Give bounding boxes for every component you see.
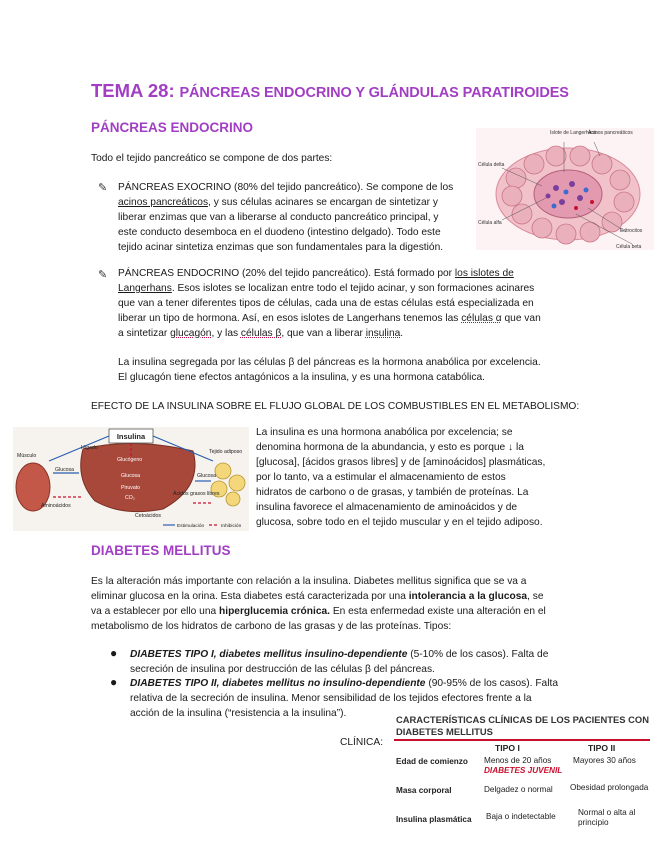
exocrino-line: acinos pancreáticos, y sus células acinares se encargan de sintetizar y [118,197,438,208]
glucagon-term: glucagón [170,328,212,339]
endocrino-p2-line: La insulina segregada por las células β del páncreas es la hormona anabólica por excelencia. [118,357,541,368]
fig-label-piruvato: Piruvato [121,485,141,491]
alfa-cells: células α [461,313,502,324]
exocrino-line: liberar enzimas que van a liberarse al conducto pancreático principal, y [118,212,439,223]
endocrino-paragraph [118,266,578,385]
table-title [396,714,649,738]
row-insulina-label: Insulina plasmática [396,815,472,824]
efecto-line: La insulina es una hormona anabólica por excelencia; se [256,427,513,438]
section-heading-diabetes: DIABETES MELLITUS [91,543,231,558]
fig-label-alfa: Célula alfa [478,220,502,226]
col-tipo2: TIPO II [588,743,616,753]
fig-insulina-title: Insulina [116,432,146,441]
page-title [91,80,569,102]
row-masa-b: Obesidad prolongada [570,783,649,792]
endocrino-p2-line: El glucagón tiene efectos antagónicos a la insulina, y es una hormona catabólica. [118,372,485,383]
pancreas-islet-figure [476,128,654,250]
fig-label-acinos: Ácinos pancreáticos [588,130,633,136]
row-masa-label: Masa corporal [396,786,452,795]
insulina-term: insulina [365,328,401,339]
fig-legend-estimulacion: Estimulación [177,524,205,529]
fig-label-delta: Célula delta [478,162,505,168]
row-edad-a: Menos de 20 años [484,756,552,765]
row-edad-juvenil: DIABETES JUVENIL [484,766,563,775]
diabetes-line: metabolismo de los hidratos de carbono de las grasas y de las proteínas. Tipos: [91,621,452,632]
row-insulina-b: Normal o alta al [578,808,636,817]
efecto-line: denomina hormona de la abundancia, y esto es porque ↓ la [256,442,524,453]
efecto-line: por lo tanto, va a estimular el almacenamiento de estos [256,472,506,483]
tipo1-item: DIABETES TIPO I, diabetes mellitus insulino-dependiente (5-10% de los casos). Falta de secreción de insulina por destrucción de las células β del páncreas. [130,649,549,675]
exocrino-line: PÁNCREAS EXOCRINO (80% del tejido pancreático). Se compone de los [118,182,454,193]
endocrino-line: que van a tener diferentes tipos de células, cada una de estas células está especializada en [118,298,534,309]
efecto-heading: EFECTO DE LA INSULINA SOBRE EL FLUJO GLOBAL DE LOS COMBUSTIBLES EN EL METABOLISMO: [91,401,580,412]
fig-label-beta: Célula beta [616,244,642,250]
endocrino-line: Langerhans. Esos islotes se localizan entre todo el tejido acinar, y son formaciones acinares [118,283,535,294]
langerhans-link: Langerhans [118,283,172,294]
fig-legend-inhibicion: Inhibición [221,524,242,529]
intro-text: Todo el tejido pancreático se compone de dos partes: [91,153,333,164]
exocrino-line: este conducto desemboca en el duodeno (intestino delgado). Todo este [118,227,441,238]
clinica-label: CLÍNICA: [340,737,384,748]
fig-label-glucosa-3: Glucosa [197,473,217,479]
fig-label-acidos: Ácidos grasos libres [173,491,220,497]
diabetes-line: eliminar glucosa en la orina. Esta diabetes está caracterizada por una intolerancia a la glucosa, se [91,591,544,602]
bullet-icon: ✎ [98,182,108,194]
exocrino-paragraph [118,180,468,255]
fig-label-higado: Hígado [81,445,98,451]
islotes-link: los islotes de [454,268,514,279]
diabetes-line: Es la alteración más importante con relación a la insulina. Diabetes mellitus significa que se va a [91,576,527,587]
endocrino-line: PÁNCREAS ENDOCRINO (20% del tejido pancreático). Está formado por los islotes de [118,268,514,279]
efecto-line: hidratos de carbono o de grasas, y también de proteínas. La [256,487,529,498]
table-title-line: DIABETES MELLITUS [396,726,493,737]
row-masa-a: Delgadez o normal [484,785,553,794]
table-title-line: CARACTERÍSTICAS CLÍNICAS DE LOS PACIENTES CON [396,714,649,725]
bullet-icon: ● [110,646,118,660]
acinos-link: acinos pancreáticos [118,197,209,208]
efecto-line: glucosa, sobre todo en el tejido muscular y en el tejido adiposo. [256,517,543,528]
fig-label-musculo: Músculo [17,453,37,459]
table-rule [394,739,650,741]
fig-label-glucosa-2: Glucosa [121,473,141,479]
fig-label-adiposo: Tejido adiposo [209,449,243,455]
col-tipo1: TIPO I [495,743,520,753]
exocrino-line: tejido acinar sintetiza enzimas que son fundamentales para la digestión. [118,242,444,253]
row-insulina-a: Baja o indetectable [486,812,556,821]
endocrino-line: liberar un tipo de hormona. Así, en esos islotes de Langerhans tenemos las células α que van [118,313,541,324]
fig-label-islote: Islote de Langerhans [550,130,597,136]
tipo2-item: DIABETES TIPO II, diabetes mellitus no insulino-dependiente (90-95% de los casos). Falta relativa de la secreción de insulina. Menor sensibilidad de los tejidos efectores frente a la acción de la insulina (“resistencia a la insulina”). [130,678,558,719]
efecto-line: [glucosa], [ácidos grasos libres] y de [aminoácidos] plasmáticas, [256,457,546,468]
fig-label-glucogeno: Glucógeno [117,457,143,463]
fig-label-eritrocitos: Eritrocitos [620,228,643,234]
row-edad-label: Edad de comienzo [396,757,468,766]
fig-label-glucosa-1: Glucosa [55,467,75,473]
row-edad-b: Mayores 30 años [573,756,636,765]
bullet-icon: ✎ [98,269,108,281]
title-prefix: TEMA 28: [91,80,175,101]
fig-label-cetoacidos: Cetoácidos [135,513,161,519]
section-heading-pancreas: PÁNCREAS ENDOCRINO [91,120,254,135]
fig-label-co2: CO₂ [125,495,135,501]
insulin-flow-figure [13,427,249,531]
row-insulina-b2: principio [578,818,609,827]
diabetes-line: va a establecer por ello una hiperglucemia crónica. En esta enfermedad existe una alteración en el [91,606,546,617]
efecto-line: insulina favorece el almacenamiento de aminoácidos y de [256,502,518,513]
fig-label-aminoacidos: Aminoácidos [41,503,71,509]
diabetes-paragraph [91,574,571,634]
bullet-icon: ● [110,675,118,689]
beta-cells: células β [240,328,282,339]
title-rest: PÁNCREAS ENDOCRINO Y GLÁNDULAS PARATIROIDES [179,85,569,101]
efecto-paragraph [256,425,641,530]
endocrino-line: a sintetizar glucagón, y las células β, que van a liberar insulina. [118,328,404,339]
